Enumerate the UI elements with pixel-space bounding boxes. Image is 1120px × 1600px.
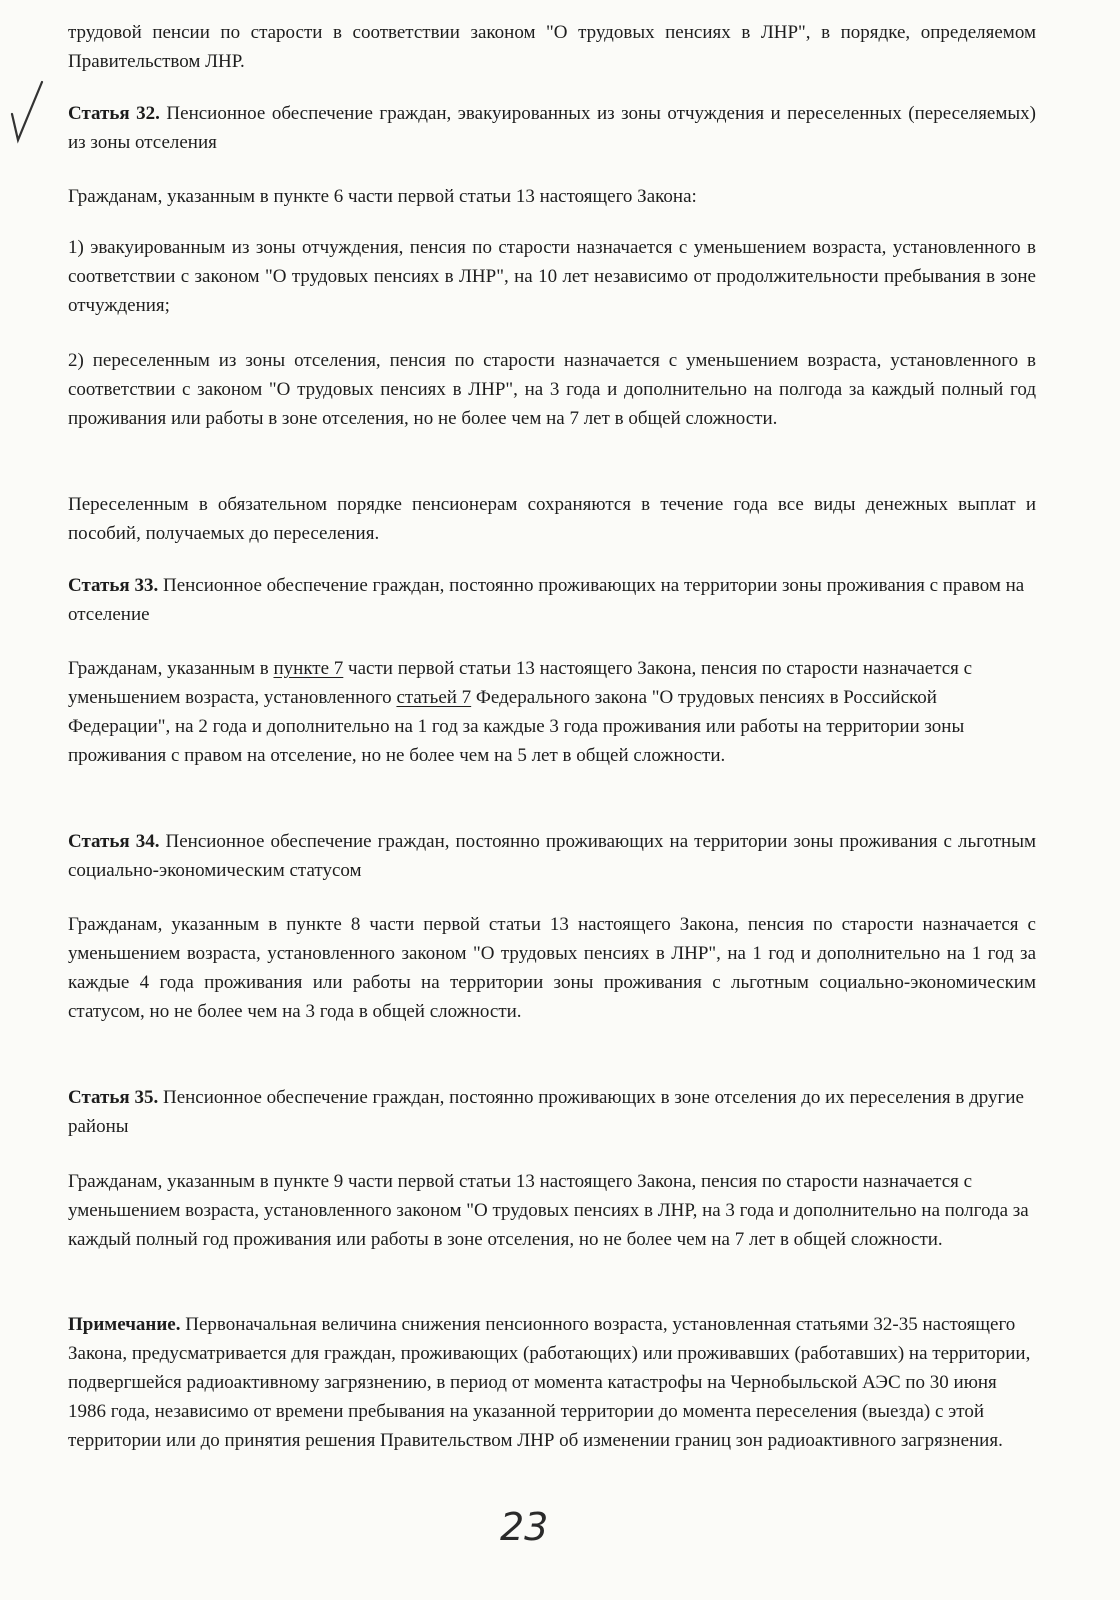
article-35-label: Статья 35.	[68, 1087, 159, 1108]
note-paragraph	[68, 1310, 1036, 1455]
article-34-label: Статья 34.	[68, 831, 160, 852]
article-34-heading	[68, 827, 1036, 885]
article-32-item-1: 1) эвакуированным из зоны отчуждения, пенсия по старости назначается с уменьшением возраста, установленного в соответствии с законом "О трудовых пенсиях в ЛНР", на 10 лет независимо от продолжительности пребывания в зоне отчуждения;	[68, 237, 1036, 316]
page-number: 23	[500, 1505, 549, 1549]
article-32-heading	[68, 99, 1036, 157]
article-33-label: Статья 33.	[68, 575, 159, 596]
article-32-paragraph: Переселенным в обязательном порядке пенсионерам сохраняются в течение года все виды денежных выплат и пособий, получаемых до переселения.	[68, 494, 1036, 544]
article-32-label: Статья 32.	[68, 103, 160, 124]
handwritten-checkmark-icon	[8, 80, 48, 160]
article-33-text-b: части первой статьи 13 настоящего Закона, пенсия по старости назначается с уменьшением возраста, установленного	[68, 658, 973, 708]
article-32-intro: Гражданам, указанным в пункте 6 части первой статьи 13 настоящего Закона:	[68, 186, 697, 207]
article-32-title: Пенсионное обеспечение граждан, эвакуированных из зоны отчуждения и переселенных (переселяемых) из зоны отселения	[68, 103, 1036, 153]
article-33-text-a: Гражданам, указанным в	[68, 658, 274, 679]
link-article-7[interactable]: статьей 7	[396, 687, 472, 708]
note-text: Первоначальная величина снижения пенсионного возраста, установленная статьями 32-35 настоящего Закона, предусматривается для граждан, проживающих (работающих) или проживавших (работавших) на территории, подвергшейся радиоактивному загрязнению, в период от момента катастрофы на Чернобыльской АЭС по 30 июня 1986 года, независимо от времени пребывания на указанной территории до момента переселения (выезда) с этой территории или до принятия решения Правительством ЛНР об изменении границ зон радиоактивного загрязнения.	[68, 1314, 1031, 1451]
top-paragraph: трудовой пенсии по старости в соответствии законом "О трудовых пенсиях в ЛНР", в порядке, определяемом Правительством ЛНР.	[68, 22, 1036, 72]
article-34-paragraph: Гражданам, указанным в пункте 8 части первой статьи 13 настоящего Закона, пенсия по старости назначается с уменьшением возраста, установленного законом "О трудовых пенсиях в ЛНР", на 1 год и дополнительно на 1 год за каждые 4 года проживания или работы на территории зоны проживания с льготным социально-экономическим статусом, но не более чем на 3 года в общей сложности.	[68, 914, 1036, 1022]
link-point-7[interactable]: пункте 7	[273, 658, 344, 679]
article-35-heading	[68, 1083, 1036, 1141]
article-33-title: Пенсионное обеспечение граждан, постоянно проживающих на территории зоны проживания с правом на отселение	[68, 575, 1025, 625]
article-32-item-2: 2) переселенным из зоны отселения, пенсия по старости назначается с уменьшением возраста, установленного в соответствии с законом "О трудовых пенсиях в ЛНР", на 3 года и дополнительно на полгода за каждый полный год проживания или работы в зоне отселения, но не более чем на 7 лет в общей сложности.	[68, 350, 1036, 429]
note-label: Примечание.	[68, 1314, 181, 1335]
article-34-title: Пенсионное обеспечение граждан, постоянно проживающих на территории зоны проживания с льготным социально-экономическим статусом	[68, 831, 1036, 881]
article-35-title: Пенсионное обеспечение граждан, постоянно проживающих в зоне отселения до их переселения в другие районы	[68, 1087, 1024, 1137]
article-33-text-c: Федерального закона "О трудовых пенсиях в Российской Федерации", на 2 года и дополнительно на 1 год за каждые 3 года проживания или работы на территории зоны проживания с правом на отселение, но не более чем на 5 лет в общей сложности.	[68, 687, 965, 766]
article-33-paragraph	[68, 654, 1036, 770]
article-35-paragraph: Гражданам, указанным в пункте 9 части первой статьи 13 настоящего Закона, пенсия по старости назначается с уменьшением возраста, установленного законом "О трудовых пенсиях в ЛНР, на 3 года и дополнительно на полгода за каждый полный год проживания или работы в зоне отселения, но не более чем на 7 лет в общей сложности.	[68, 1171, 1029, 1250]
article-33-heading	[68, 571, 1036, 629]
